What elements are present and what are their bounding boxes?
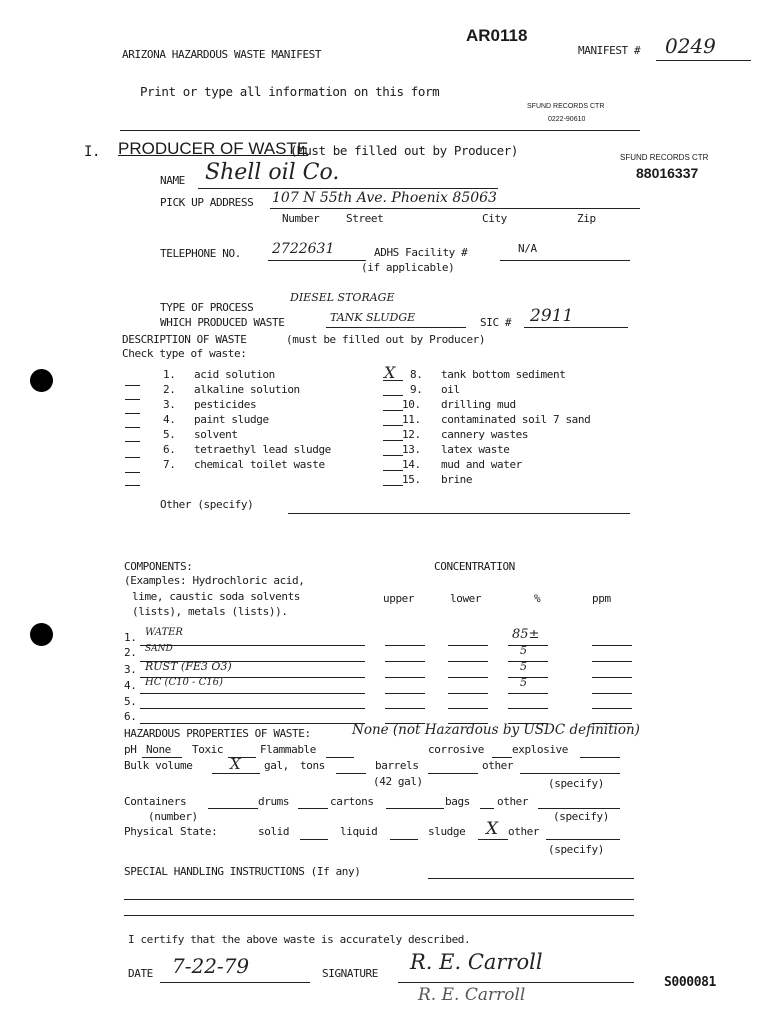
check-label: Check type of waste:	[122, 347, 247, 360]
waste-item-num: 13.	[402, 443, 421, 456]
instructions: Print or type all information on this form	[140, 84, 440, 99]
waste-item-label: mud and water	[441, 458, 522, 471]
col-lower: lower	[450, 592, 482, 605]
examples-line-3: (lists), metals (lists)).	[132, 605, 288, 618]
waste-item-label: tank bottom sediment	[441, 368, 566, 381]
waste-item-label: alkaline solution	[194, 383, 300, 396]
components-title: COMPONENTS:	[124, 560, 193, 573]
component-num: 5.	[124, 695, 137, 708]
waste-item-label: contaminated soil 7 sand	[441, 413, 591, 426]
records-label: SFUND RECORDS CTR	[620, 153, 709, 162]
bulk-volume-mark: X	[230, 755, 241, 773]
toxic-label: Toxic	[192, 743, 224, 756]
signature-line-2: R. E. Carroll	[418, 985, 526, 1005]
component-num: 4.	[124, 679, 137, 692]
specify-note-1: (specify)	[548, 777, 605, 790]
waste-item-num: 8.	[410, 368, 423, 381]
waste-item-num: 9.	[410, 383, 423, 396]
doc-code: AR0118	[466, 26, 528, 45]
waste-item-label: tetraethyl lead sludge	[194, 443, 331, 456]
pickup-value: 107 N 55th Ave. Phoenix 85063	[272, 190, 497, 206]
form-title: ARIZONA HAZARDOUS WASTE MANIFEST	[122, 48, 322, 61]
sic-label: SIC #	[480, 316, 512, 329]
adhs-value: N/A	[518, 242, 537, 255]
punch-hole-bottom	[30, 623, 53, 646]
waste-item-num: 10.	[402, 398, 421, 411]
barrels-label: barrels	[375, 759, 419, 772]
waste-item-num: 6.	[163, 443, 176, 456]
bags-label: bags	[445, 795, 470, 808]
special-handling-label: SPECIAL HANDLING INSTRUCTIONS (If any)	[124, 865, 361, 878]
header-rule	[120, 130, 640, 131]
waste-item-label: solvent	[194, 428, 238, 441]
section-title: PRODUCER OF WASTE	[118, 139, 309, 158]
telephone-label: TELEPHONE NO.	[160, 247, 241, 260]
liquid-label: liquid	[340, 825, 378, 838]
process-label: TYPE OF PROCESS	[160, 301, 254, 314]
sludge-label: sludge	[428, 825, 466, 838]
component-percent: 85±	[512, 627, 540, 642]
bates-number: S000081	[664, 975, 716, 990]
records-number: 88016337	[636, 165, 699, 181]
waste-item-num: 12.	[402, 428, 421, 441]
punch-hole-top	[30, 369, 53, 392]
bulk-volume-label: Bulk volume	[124, 759, 193, 772]
physical-state-label: Physical State:	[124, 825, 218, 838]
waste-item-num: 11.	[402, 413, 421, 426]
addr-zip-label: Zip	[577, 212, 596, 225]
component-num: 3.	[124, 663, 137, 676]
component-percent: 5	[520, 676, 527, 689]
waste-item-num: 4.	[163, 413, 176, 426]
sic-value: 2911	[530, 306, 574, 326]
pickup-label: PICK UP ADDRESS	[160, 196, 254, 209]
gal-label: gal,	[264, 759, 289, 772]
other-specify-label: Other (specify)	[160, 498, 254, 511]
waste-item-label: pesticides	[194, 398, 257, 411]
waste-item-num: 2.	[163, 383, 176, 396]
waste-item-label: acid solution	[194, 368, 275, 381]
component-name: RUST (FE3 O3)	[145, 660, 232, 673]
explosive-label: explosive	[512, 743, 569, 756]
examples-line-1: (Examples: Hydrochloric acid,	[124, 574, 305, 587]
barrels-note: (42 gal)	[373, 775, 423, 788]
solid-label: solid	[258, 825, 290, 838]
component-num: 2.	[124, 646, 137, 659]
addr-street-label: Street	[346, 212, 384, 225]
component-name: SAND	[145, 644, 173, 654]
col-percent: %	[534, 592, 541, 605]
produced-value: TANK SLUDGE	[330, 311, 416, 324]
concentration-title: CONCENTRATION	[434, 560, 515, 573]
date-label: DATE	[128, 967, 153, 980]
signature-value: R. E. Carroll	[410, 950, 543, 974]
component-percent: 5	[520, 660, 527, 673]
waste-item-label: brine	[441, 473, 473, 486]
stamp-line-2: 0222-90610	[548, 116, 586, 123]
waste-item-label: paint sludge	[194, 413, 269, 426]
component-name: WATER	[145, 627, 183, 638]
specify-note-3: (specify)	[548, 843, 605, 856]
waste-item-num: 1.	[163, 368, 176, 381]
manifest-number: 0249	[665, 34, 716, 58]
signature-label: SIGNATURE	[322, 967, 379, 980]
drums-label: drums	[258, 795, 290, 808]
other-label-3: other	[508, 825, 540, 838]
component-name: HC (C10 - C16)	[145, 677, 223, 688]
waste-item-num: 5.	[163, 428, 176, 441]
number-note: (number)	[148, 810, 198, 823]
waste-item-label: cannery wastes	[441, 428, 529, 441]
other-label-1: other	[482, 759, 514, 772]
col-upper: upper	[383, 592, 415, 605]
waste-item-label: drilling mud	[441, 398, 516, 411]
section-note: (Must be filled out by Producer)	[290, 143, 519, 158]
description-note: (must be filled out by Producer)	[286, 333, 486, 346]
name-value: Shell oil Co.	[205, 160, 340, 185]
telephone-value: 2722631	[272, 241, 335, 257]
produced-label: WHICH PRODUCED WASTE	[160, 316, 285, 329]
flammable-label: Flammable	[260, 743, 317, 756]
containers-label: Containers	[124, 795, 187, 808]
addr-city-label: City	[482, 212, 507, 225]
sludge-mark: X	[486, 819, 499, 839]
waste-item-num: 15.	[402, 473, 421, 486]
adhs-label: ADHS Facility #	[374, 246, 468, 259]
waste-item-num: 7.	[163, 458, 176, 471]
waste-item-label: oil	[441, 383, 460, 396]
corrosive-label: corrosive	[428, 743, 485, 756]
stamp-line-1: SFUND RECORDS CTR	[527, 103, 605, 110]
ph-value: None	[146, 743, 171, 756]
component-percent: 5	[520, 644, 527, 657]
hazardous-properties-value: None (not Hazardous by USDC definition)	[352, 722, 640, 738]
specify-note-2: (specify)	[553, 810, 610, 823]
other-label-2: other	[497, 795, 529, 808]
component-num: 6.	[124, 710, 137, 723]
cartons-label: cartons	[330, 795, 374, 808]
ph-label: pH	[124, 743, 137, 756]
component-num: 1.	[124, 631, 137, 644]
examples-line-2: lime, caustic soda solvents	[132, 590, 301, 603]
waste-item-num: 3.	[163, 398, 176, 411]
description-title: DESCRIPTION OF WASTE	[122, 333, 247, 346]
date-value: 7-22-79	[172, 954, 250, 978]
col-ppm: ppm	[592, 592, 611, 605]
name-label: NAME	[160, 174, 185, 187]
waste-item-num: 14.	[402, 458, 421, 471]
waste-item-mark: X	[384, 363, 396, 382]
section-number: I.	[84, 144, 101, 160]
hazardous-properties-label: HAZARDOUS PROPERTIES OF WASTE:	[124, 727, 311, 740]
tons-label: tons	[300, 759, 325, 772]
addr-number-label: Number	[282, 212, 320, 225]
manifest-label: MANIFEST #	[578, 44, 641, 57]
waste-item-label: chemical toilet waste	[194, 458, 325, 471]
waste-item-label: latex waste	[441, 443, 510, 456]
adhs-note: (if applicable)	[361, 261, 455, 274]
certification-statement: I certify that the above waste is accurately described.	[128, 933, 471, 946]
process-value: DIESEL STORAGE	[290, 291, 395, 304]
